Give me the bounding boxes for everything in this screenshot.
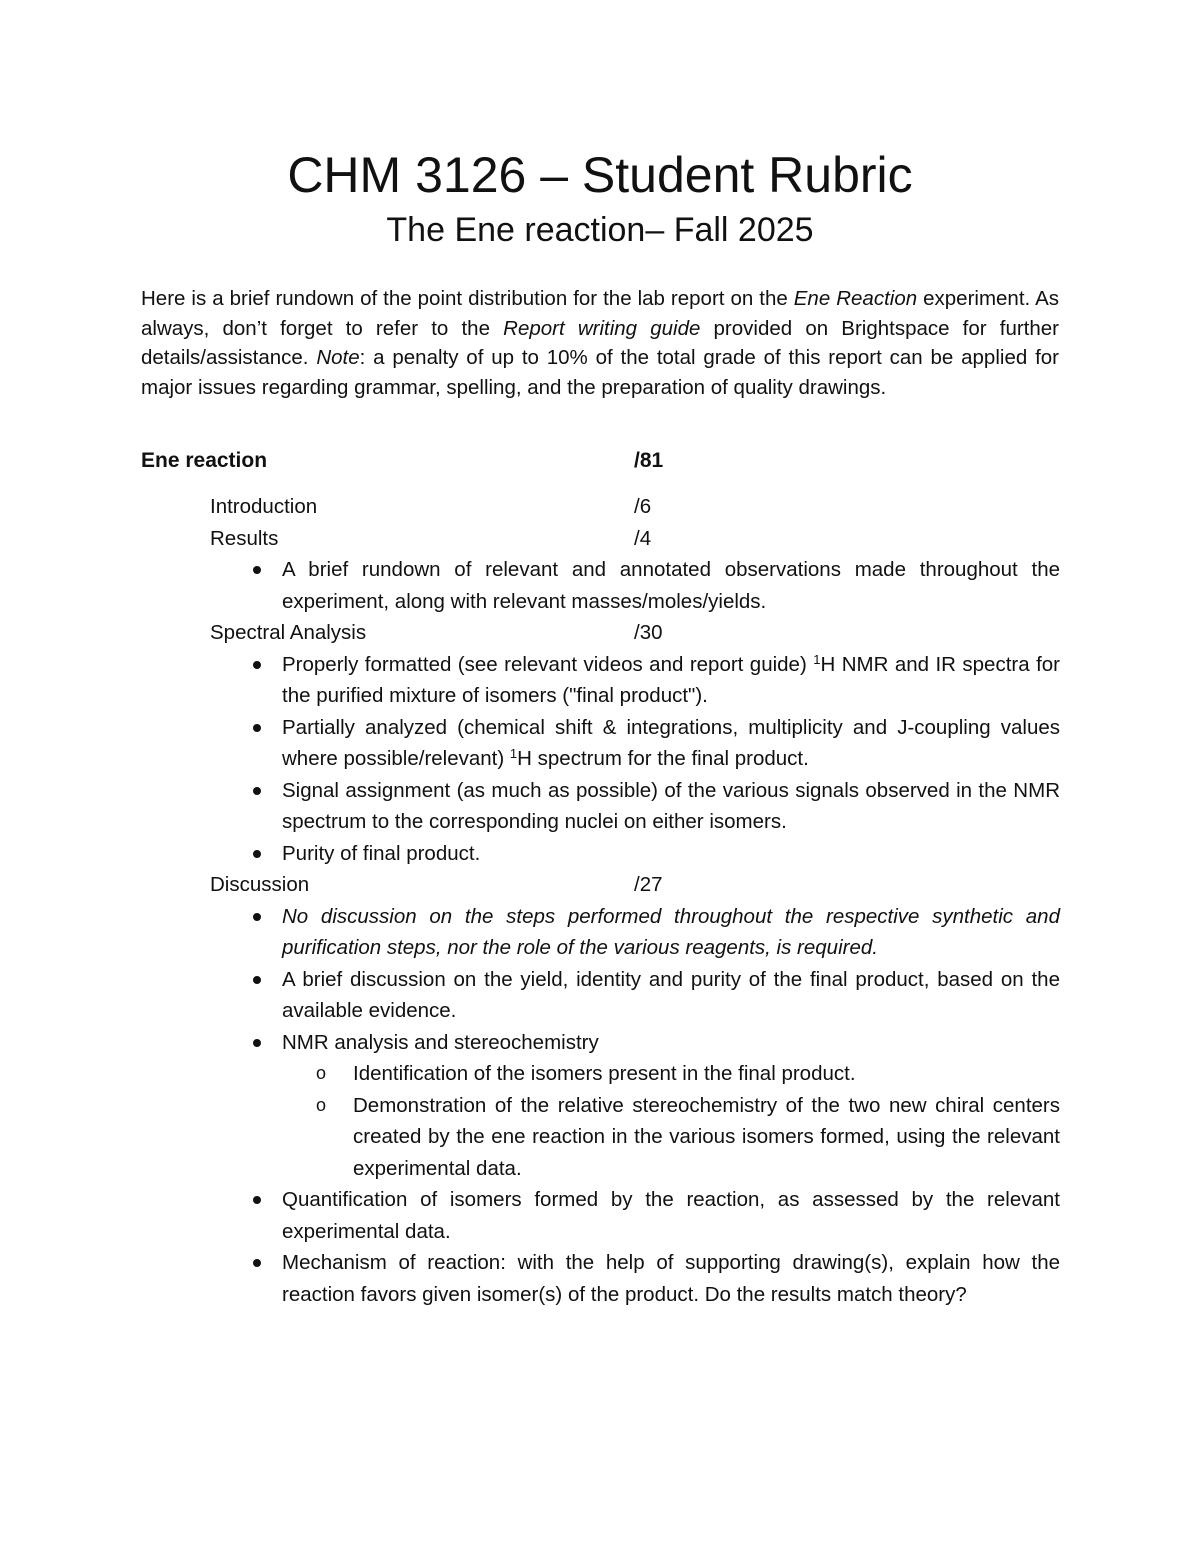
intro-text-2: experiment. As always, don’t forget to refer to the [141, 287, 1059, 340]
bullet-item: NMR analysis and stereochemistry [210, 1027, 1060, 1059]
sub-bullet-item: o Identification of the isomers present in the final product. [210, 1058, 1060, 1090]
rubric-row-discussion [210, 869, 1060, 901]
rubric-list [210, 491, 1060, 1310]
intro-italic-report-guide: Report writing guide [503, 316, 701, 340]
rubric-row-introduction [210, 491, 1060, 523]
bullet-item: Purity of final product. [210, 838, 1060, 870]
rubric-label: Results [210, 526, 279, 550]
superscript: 1 [509, 746, 518, 761]
intro-text-1: Here is a brief rundown of the point distribution for the lab report on the [141, 287, 794, 310]
rubric-row-spectral-analysis [210, 617, 1060, 649]
intro-paragraph [141, 284, 1059, 402]
section-label: Ene reaction [141, 449, 268, 472]
section-points: /81 [634, 449, 664, 472]
rubric-points: /4 [634, 526, 652, 550]
discussion-bullets [210, 901, 1060, 1311]
intro-italic-ene-reaction: Ene Reaction [793, 287, 918, 310]
page-subtitle: The Ene reaction– Fall 2025 [386, 211, 814, 249]
rubric-row-results [210, 523, 1060, 555]
bullet-item [210, 649, 1060, 712]
page-title: CHM 3126 – Student Rubric [287, 147, 913, 203]
bullet-text: H spectrum for the final product. [517, 747, 809, 770]
bullet-item: Mechanism of reaction: with the help of supporting drawing(s), explain how the reaction favors given isomer(s) of the product. Do the results match theory? [210, 1247, 1060, 1310]
bullet-text: Properly formatted (see relevant videos and report guide) [282, 652, 814, 676]
bullet-text: H NMR and IR spectra for the purified mixture of isomers ("final product"). [282, 652, 1060, 707]
rubric-label: Discussion [210, 873, 310, 896]
bullet-item: No discussion on the steps performed throughout the respective synthetic and purification steps, nor the role of the various reagents, is required. [210, 901, 1060, 964]
intro-text-3: provided on Brightspace for further details/assistance. [141, 316, 1059, 369]
superscript: 1 [813, 651, 821, 667]
rubric-points: /6 [634, 495, 652, 518]
intro-italic-note: Note [316, 346, 360, 369]
spectral-bullets [210, 649, 1060, 870]
results-bullets [0, 554, 1060, 617]
bullet-text: Partially analyzed (chemical shift & integrations, multiplicity and J-coupling values where possible/relevant) [282, 715, 1060, 770]
intro-text-4: : a penalty of up to 10% of the total grade of this report can be applied for major issues regarding grammar, spelling, and the preparation of quality drawings. [141, 346, 1059, 399]
bullet-item: A brief discussion on the yield, identity and purity of the final product, based on the available evidence. [210, 964, 1060, 1027]
bullet-item: Quantification of isomers formed by the reaction, as assessed by the relevant experimental data. [210, 1184, 1060, 1247]
rubric-label: Spectral Analysis [210, 621, 367, 644]
rubric-points: /30 [634, 621, 663, 644]
sub-bullet-item: o Demonstration of the relative stereochemistry of the two new chiral centers created by the ene reaction in the various isomers formed, using the relevant experimental data. [210, 1090, 1060, 1185]
rubric-points: /27 [634, 873, 663, 896]
rubric-label: Introduction [210, 495, 318, 518]
bullet-item [210, 712, 1060, 775]
bullet-item: Signal assignment (as much as possible) of the various signals observed in the NMR spectrum to the corresponding nuclei on either isomers. [210, 775, 1060, 838]
bullet-item: A brief rundown of relevant and annotated observations made throughout the experiment, along with relevant masses/moles/yields. [210, 554, 1060, 617]
section-heading [141, 446, 741, 476]
